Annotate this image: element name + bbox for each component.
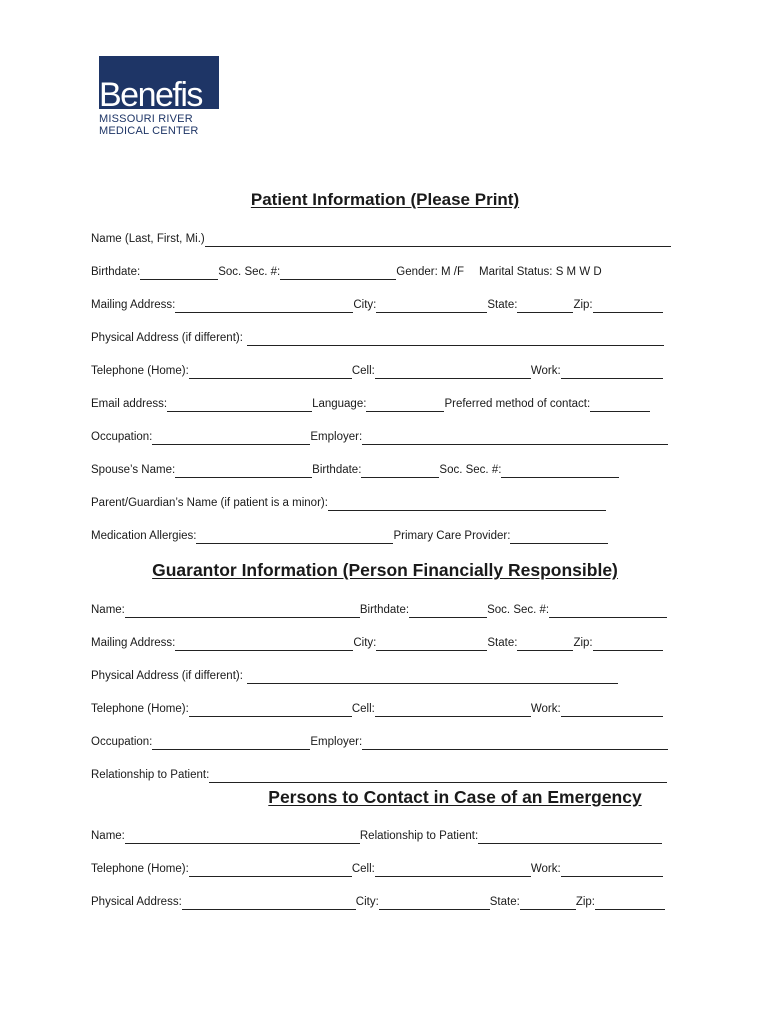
emergency-phone-row (91, 859, 663, 877)
emergency-state-field[interactable] (520, 895, 576, 910)
patient-email-label: Email address: (91, 398, 168, 410)
guarantor-name-label: Name: (91, 604, 125, 616)
patient-phone-row (91, 361, 663, 379)
guarantor-name-row (91, 600, 667, 618)
guarantor-city-label: City: (353, 637, 377, 649)
patient-mailing-label: Mailing Address: (91, 299, 176, 311)
guardian-name-label: Parent/Guardian’s Name (if patient is a minor): (91, 497, 328, 509)
logo-line-2: MEDICAL CENTER (99, 125, 199, 137)
emergency-city-label: City: (355, 896, 379, 908)
guarantor-zip-label: Zip: (573, 637, 593, 649)
emergency-zip-field[interactable] (595, 895, 665, 910)
patient-preferred-contact-label: Preferred method of contact: (444, 398, 591, 410)
logo-wordmark: Benefis (99, 76, 202, 114)
emergency-contacts-title: Persons to Contact in Case of an Emergency (268, 787, 642, 807)
guarantor-city-field[interactable] (376, 636, 487, 651)
pcp-field[interactable] (510, 529, 608, 544)
patient-tel-home-field[interactable] (189, 364, 352, 379)
guardian-row (91, 493, 606, 511)
guarantor-state-label: State: (487, 637, 518, 649)
guarantor-tel-home-field[interactable] (189, 702, 352, 717)
guarantor-phone-row (91, 699, 663, 717)
guarantor-occupation-field[interactable] (152, 735, 310, 750)
patient-physical-label: Physical Address (if different): (91, 332, 243, 344)
emergency-work-label: Work: (530, 863, 561, 875)
guarantor-physical-field[interactable] (247, 669, 618, 684)
emergency-tel-home-field[interactable] (189, 862, 352, 877)
patient-physical-field[interactable] (247, 331, 664, 346)
patient-city-label: City: (353, 299, 377, 311)
emergency-name-field[interactable] (125, 829, 360, 844)
guarantor-ssn-label: Soc. Sec. #: (487, 604, 550, 616)
guarantor-work-label: Work: (530, 703, 561, 715)
patient-employer-label: Employer: (310, 431, 363, 443)
guarantor-mailing-field[interactable] (175, 636, 353, 651)
patient-work-label: Work: (530, 365, 561, 377)
guarantor-state-field[interactable] (517, 636, 573, 651)
patient-city-field[interactable] (376, 298, 487, 313)
patient-ssn-field[interactable] (280, 265, 396, 280)
patient-mailing-row (91, 295, 663, 313)
patient-preferred-contact-field[interactable] (590, 397, 650, 412)
emergency-relationship-label: Relationship to Patient: (359, 830, 479, 842)
patient-birth-row (91, 262, 602, 280)
guarantor-birthdate-label: Birthdate: (359, 604, 410, 616)
logo-wordmark-box (99, 56, 219, 114)
patient-mailing-field[interactable] (175, 298, 353, 313)
patient-language-field[interactable] (366, 397, 444, 412)
emergency-tel-home-label: Telephone (Home): (91, 863, 189, 875)
emergency-work-field[interactable] (561, 862, 663, 877)
spouse-ssn-label: Soc. Sec. #: (439, 464, 502, 476)
guarantor-cell-label: Cell: (351, 703, 375, 715)
guarantor-zip-field[interactable] (593, 636, 663, 651)
allergies-field[interactable] (196, 529, 393, 544)
patient-zip-field[interactable] (593, 298, 663, 313)
patient-name-row (91, 229, 671, 247)
guarantor-cell-field[interactable] (375, 702, 531, 717)
guarantor-physical-label: Physical Address (if different): (91, 670, 243, 682)
spouse-birthdate-label: Birthdate: (312, 464, 362, 476)
guarantor-physical-row (91, 666, 618, 684)
guarantor-info-title: Guarantor Information (Person Financially Responsible) (152, 560, 618, 580)
emergency-name-row (91, 826, 662, 844)
guarantor-mailing-label: Mailing Address: (91, 637, 176, 649)
guarantor-employer-label: Employer: (310, 736, 363, 748)
allergies-row (91, 526, 608, 544)
patient-tel-home-label: Telephone (Home): (91, 365, 189, 377)
patient-state-field[interactable] (517, 298, 573, 313)
patient-gender-label[interactable]: Gender: M /F (396, 266, 464, 278)
emergency-address-row (91, 892, 665, 910)
patient-work-field[interactable] (561, 364, 663, 379)
patient-state-label: State: (487, 299, 518, 311)
emergency-cell-label: Cell: (351, 863, 375, 875)
emergency-physical-field[interactable] (182, 895, 356, 910)
emergency-zip-label: Zip: (575, 896, 595, 908)
guarantor-relationship-label: Relationship to Patient: (91, 769, 210, 781)
patient-occupation-label: Occupation: (91, 431, 153, 443)
guarantor-tel-home-label: Telephone (Home): (91, 703, 189, 715)
guarantor-name-field[interactable] (125, 603, 360, 618)
patient-ssn-label: Soc. Sec. #: (218, 266, 281, 278)
emergency-cell-field[interactable] (375, 862, 531, 877)
emergency-name-label: Name: (91, 830, 125, 842)
guarantor-relationship-row (91, 765, 667, 783)
logo-line-1: MISSOURI RIVER (99, 113, 193, 125)
patient-physical-row (91, 328, 664, 346)
logo-subtitle (99, 113, 219, 137)
pcp-label: Primary Care Provider: (393, 530, 511, 542)
patient-email-row (91, 394, 650, 412)
emergency-relationship-field[interactable] (478, 829, 662, 844)
spouse-row (91, 460, 619, 478)
patient-name-field[interactable] (205, 232, 671, 247)
guarantor-occupation-label: Occupation: (91, 736, 153, 748)
allergies-label: Medication Allergies: (91, 530, 197, 542)
patient-marital-label[interactable]: Marital Status: S M W D (479, 266, 602, 278)
patient-birthdate-field[interactable] (140, 265, 218, 280)
patient-zip-label: Zip: (573, 299, 593, 311)
patient-occupation-row (91, 427, 668, 445)
patient-name-label: Name (Last, First, Mi.) (91, 233, 205, 245)
guarantor-work-field[interactable] (561, 702, 663, 717)
guarantor-ssn-field[interactable] (549, 603, 667, 618)
emergency-physical-label: Physical Address: (91, 896, 182, 908)
spouse-ssn-field[interactable] (501, 463, 619, 478)
guarantor-birthdate-field[interactable] (409, 603, 487, 618)
patient-cell-label: Cell: (351, 365, 375, 377)
patient-language-label: Language: (312, 398, 367, 410)
patient-info-title: Patient Information (Please Print) (250, 190, 520, 209)
guarantor-mailing-row (91, 633, 663, 651)
guardian-name-field[interactable] (328, 496, 606, 511)
spouse-birthdate-field[interactable] (361, 463, 439, 478)
patient-employer-field[interactable] (362, 430, 668, 445)
patient-email-field[interactable] (167, 397, 312, 412)
spouse-name-field[interactable] (175, 463, 312, 478)
patient-occupation-field[interactable] (152, 430, 310, 445)
patient-cell-field[interactable] (375, 364, 531, 379)
emergency-state-label: State: (489, 896, 520, 908)
emergency-city-field[interactable] (379, 895, 490, 910)
spouse-name-label: Spouse’s Name: (91, 464, 176, 476)
guarantor-employer-field[interactable] (362, 735, 668, 750)
guarantor-occupation-row (91, 732, 668, 750)
benefis-logo (99, 56, 219, 137)
guarantor-relationship-field[interactable] (209, 768, 667, 783)
patient-birthdate-label: Birthdate: (91, 266, 141, 278)
